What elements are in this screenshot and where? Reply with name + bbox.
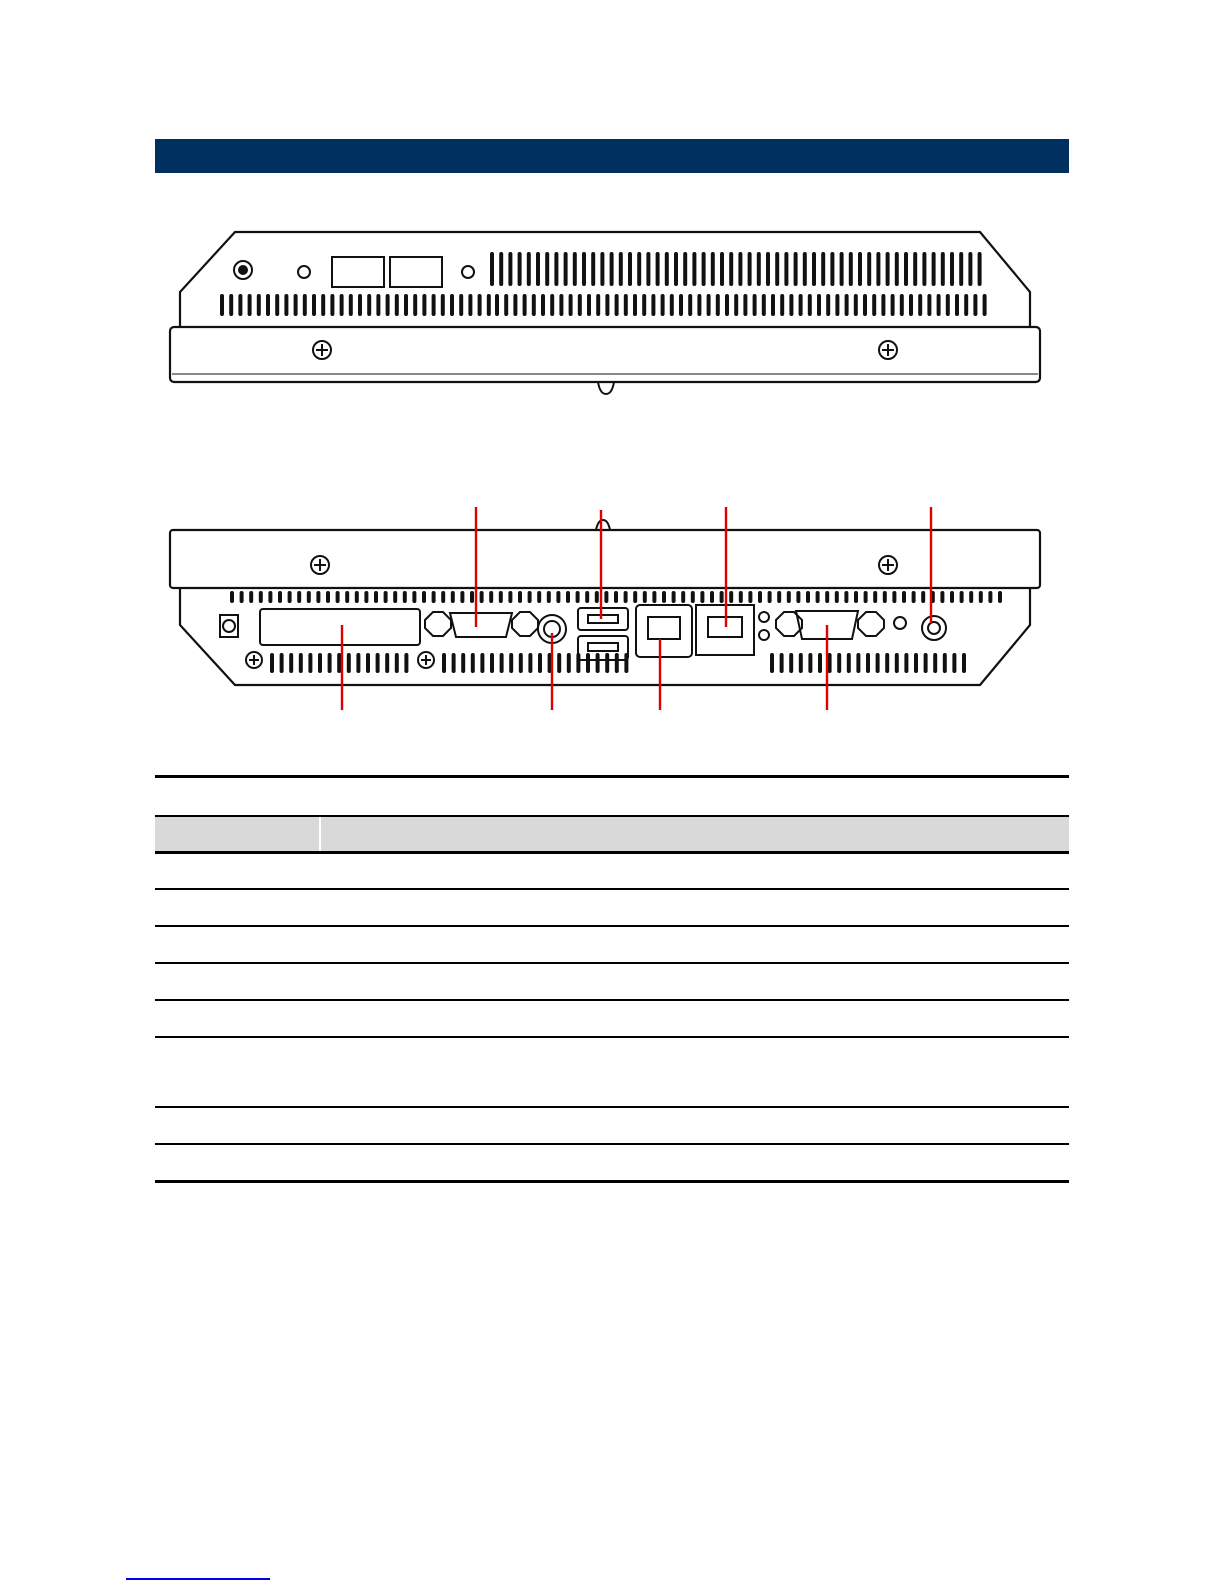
vent-slot: [826, 294, 830, 316]
vent-slot: [950, 252, 954, 286]
vent-slot: [777, 591, 781, 603]
vent-slot: [316, 591, 320, 603]
vent-slot: [356, 653, 360, 673]
vent-slot: [691, 591, 695, 603]
vent-slot: [518, 591, 522, 603]
vent-slot: [886, 252, 890, 286]
vent-slot: [229, 294, 233, 316]
vent-slot: [451, 591, 455, 603]
vent-slot: [550, 294, 554, 316]
vent-slot: [422, 294, 426, 316]
vent-slot: [600, 252, 604, 286]
vent-slot: [478, 294, 482, 316]
vent-slot: [537, 591, 541, 603]
vent-slot: [220, 294, 224, 316]
vent-slot: [738, 252, 742, 286]
top-small-hole-right: [462, 266, 474, 278]
vent-slot: [499, 252, 503, 286]
vent-slot: [480, 591, 484, 603]
rear-view-drawing: [160, 505, 1060, 715]
vent-slot: [672, 591, 676, 603]
vent-slot: [720, 591, 724, 603]
vent-slot: [280, 653, 284, 673]
vent-slot: [725, 294, 729, 316]
vent-slot: [768, 591, 772, 603]
vent-slot: [998, 591, 1002, 603]
vent-slot: [789, 653, 793, 673]
vent-slot: [872, 294, 876, 316]
vent-slot: [610, 252, 614, 286]
vent-slot: [784, 252, 788, 286]
vent-slot: [284, 294, 288, 316]
vent-slot: [796, 591, 800, 603]
vent-slot: [808, 294, 812, 316]
vent-slot: [564, 252, 568, 286]
vent-slot: [932, 252, 936, 286]
vent-slot: [452, 653, 456, 673]
vent-slot: [912, 591, 916, 603]
rear-com-port: [425, 612, 538, 637]
vent-slot: [480, 653, 484, 673]
vent-slot: [349, 294, 353, 316]
vent-slot: [904, 653, 908, 673]
vent-slot: [595, 591, 599, 603]
vent-slot: [943, 653, 947, 673]
vent-slot: [519, 653, 523, 673]
vent-slot: [508, 252, 512, 286]
vent-slot: [395, 294, 399, 316]
vent-slot: [720, 252, 724, 286]
vent-slot: [412, 591, 416, 603]
vent-slot: [470, 591, 474, 603]
vent-slot: [858, 252, 862, 286]
vent-slot: [729, 591, 733, 603]
vent-slot: [567, 653, 571, 673]
vent-slot: [432, 591, 436, 603]
vent-slot: [615, 653, 619, 673]
vent-slot: [959, 252, 963, 286]
vent-slot: [490, 252, 494, 286]
vent-slot: [586, 653, 590, 673]
vent-slot: [665, 252, 669, 286]
vent-slot: [885, 653, 889, 673]
vent-slot: [729, 252, 733, 286]
vent-slot: [707, 294, 711, 316]
vent-slot: [844, 591, 848, 603]
vent-slot: [681, 591, 685, 603]
vent-slot: [299, 653, 303, 673]
vent-slot: [988, 591, 992, 603]
vent-slot: [413, 294, 417, 316]
vent-slot: [757, 252, 761, 286]
vent-slot: [441, 294, 445, 316]
vent-slot: [849, 252, 853, 286]
vent-slot: [973, 294, 977, 316]
vent-slot: [432, 294, 436, 316]
vent-slot: [528, 591, 532, 603]
vent-slot: [909, 294, 913, 316]
vent-slot: [743, 294, 747, 316]
vent-slot: [259, 591, 263, 603]
vent-slot: [422, 591, 426, 603]
vent-slot: [787, 591, 791, 603]
vent-slot: [845, 294, 849, 316]
vent-slot: [328, 653, 332, 673]
vent-slot: [624, 653, 628, 673]
vent-slot: [385, 653, 389, 673]
top-vents-grille: [490, 252, 982, 286]
vent-slot: [582, 252, 586, 286]
vent-slot: [734, 294, 738, 316]
vent-slot: [978, 252, 982, 286]
vent-slot: [547, 591, 551, 603]
vent-slot: [711, 252, 715, 286]
vent-slot: [789, 294, 793, 316]
vent-slot: [395, 653, 399, 673]
vent-slot: [528, 653, 532, 673]
top-port-cover-left: [332, 257, 384, 287]
vent-slot: [891, 294, 895, 316]
vent-slot: [289, 653, 293, 673]
vent-slot: [330, 294, 334, 316]
vent-slot: [821, 252, 825, 286]
vent-slot: [490, 653, 494, 673]
vent-slot: [968, 252, 972, 286]
vent-slot: [646, 252, 650, 286]
vent-slot: [748, 252, 752, 286]
vent-slot: [900, 294, 904, 316]
table-header-row: [155, 815, 1069, 851]
vent-slot: [523, 294, 527, 316]
vent-slot: [748, 591, 752, 603]
vent-slot: [471, 653, 475, 673]
rear-usb-top: [578, 608, 628, 630]
vent-slot: [799, 294, 803, 316]
rear-usb-bottom: [578, 636, 628, 660]
vent-slot: [937, 294, 941, 316]
vent-slot: [275, 294, 279, 316]
vent-slot: [766, 252, 770, 286]
vent-slot: [697, 294, 701, 316]
vent-slot: [585, 591, 589, 603]
vent-slot: [461, 653, 465, 673]
vent-slot: [835, 591, 839, 603]
vent-slot: [513, 294, 517, 316]
vent-slot: [404, 294, 408, 316]
vent-slot: [499, 591, 503, 603]
vent-slot: [921, 591, 925, 603]
vent-slot: [799, 653, 803, 673]
vent-slot: [762, 294, 766, 316]
footer-link-underline[interactable]: [126, 1578, 270, 1580]
vent-slot: [642, 294, 646, 316]
vent-slot: [578, 294, 582, 316]
vent-slot: [883, 591, 887, 603]
vent-slot: [468, 294, 472, 316]
vent-slot: [294, 294, 298, 316]
vent-slot: [268, 591, 272, 603]
rear-vga-port: [776, 611, 884, 639]
vent-slot: [940, 591, 944, 603]
vent-slot: [538, 653, 542, 673]
vent-slot: [545, 252, 549, 286]
vent-slot: [230, 591, 234, 603]
vent-slot: [700, 591, 704, 603]
vent-slot: [950, 591, 954, 603]
vent-slot: [904, 252, 908, 286]
table-bottom-rule: [155, 1180, 1069, 1183]
vent-slot: [952, 653, 956, 673]
vent-slot: [489, 591, 493, 603]
vent-slot: [873, 591, 877, 603]
top-small-hole-left: [298, 266, 310, 278]
vent-slot: [308, 653, 312, 673]
vent-slot: [771, 294, 775, 316]
vent-slot: [960, 591, 964, 603]
vent-slot: [946, 294, 950, 316]
vent-slot: [918, 294, 922, 316]
vent-slot: [775, 252, 779, 286]
vent-slot: [504, 294, 508, 316]
vent-slot: [881, 294, 885, 316]
vent-slot: [656, 252, 660, 286]
vent-slot: [615, 294, 619, 316]
vent-slot: [249, 591, 253, 603]
vent-slot: [367, 294, 371, 316]
vent-slot: [867, 252, 871, 286]
vent-slot: [312, 294, 316, 316]
vent-slot: [374, 591, 378, 603]
vent-slot: [628, 252, 632, 286]
vent-slot: [812, 252, 816, 286]
vent-slot: [924, 653, 928, 673]
vent-slot: [460, 591, 464, 603]
vent-slot: [816, 591, 820, 603]
vent-slot: [556, 591, 560, 603]
vent-slot: [459, 294, 463, 316]
rear-lan-port-1: [636, 605, 692, 657]
vent-slot: [651, 294, 655, 316]
vent-slot: [964, 294, 968, 316]
vent-slot: [662, 591, 666, 603]
vent-slot: [969, 591, 973, 603]
vent-slot: [979, 591, 983, 603]
vent-slot: [557, 653, 561, 673]
vent-slot: [840, 252, 844, 286]
vent-slot: [866, 653, 870, 673]
vent-slot: [863, 294, 867, 316]
vent-slot: [902, 591, 906, 603]
vent-slot: [895, 653, 899, 673]
vent-slot: [856, 653, 860, 673]
vent-slot: [619, 252, 623, 286]
vent-slot: [692, 252, 696, 286]
vent-slot: [604, 591, 608, 603]
vent-slot: [670, 294, 674, 316]
vent-slot: [794, 252, 798, 286]
top-port-cover-right: [390, 257, 442, 287]
vent-slot: [688, 294, 692, 316]
vent-slot: [895, 252, 899, 286]
vent-slot: [683, 252, 687, 286]
rear-bezel: [170, 530, 1040, 588]
vent-slot: [864, 591, 868, 603]
vent-slot: [876, 252, 880, 286]
vent-slot: [780, 653, 784, 673]
vent-slot: [847, 653, 851, 673]
vent-slot: [355, 591, 359, 603]
vent-slot: [637, 252, 641, 286]
vent-slot: [573, 252, 577, 286]
vent-slot: [830, 252, 834, 286]
vent-slot: [808, 653, 812, 673]
vent-slot: [358, 294, 362, 316]
vent-slot: [384, 591, 388, 603]
vent-slot: [336, 591, 340, 603]
vent-slot: [983, 294, 987, 316]
vent-slot: [933, 653, 937, 673]
top-vents-lower: [220, 294, 987, 316]
vent-slot: [345, 591, 349, 603]
vent-slot: [818, 653, 822, 673]
vent-slot: [487, 294, 491, 316]
top-view-drawing: [160, 222, 1060, 402]
vent-slot: [770, 653, 774, 673]
vent-slot: [307, 591, 311, 603]
vent-slot: [404, 653, 408, 673]
vent-slot: [716, 294, 720, 316]
vent-slot: [591, 252, 595, 286]
vent-slot: [806, 591, 810, 603]
vent-slot: [892, 591, 896, 603]
vent-slot: [587, 294, 591, 316]
vent-slot: [876, 653, 880, 673]
vent-slot: [914, 653, 918, 673]
vent-slot: [566, 591, 570, 603]
vent-slot: [297, 591, 301, 603]
vent-slot: [837, 653, 841, 673]
vent-slot: [674, 252, 678, 286]
vent-slot: [803, 252, 807, 286]
vent-slot: [661, 294, 665, 316]
vent-slot: [854, 294, 858, 316]
vent-slot: [576, 591, 580, 603]
vent-slot: [500, 653, 504, 673]
vent-slot: [364, 591, 368, 603]
vent-slot: [318, 653, 322, 673]
section-header-bar: [155, 139, 1069, 173]
vent-slot: [532, 294, 536, 316]
rear-expansion-slot: [260, 609, 420, 645]
vent-slot: [321, 294, 325, 316]
vent-slot: [753, 294, 757, 316]
vent-slot: [679, 294, 683, 316]
vent-slot: [386, 294, 390, 316]
vent-slot: [326, 591, 330, 603]
vent-slot: [825, 591, 829, 603]
vent-slot: [518, 252, 522, 286]
vent-slot: [927, 294, 931, 316]
vent-slot: [442, 653, 446, 673]
rear-power-button: [922, 616, 946, 640]
table-top-rule: [155, 775, 1069, 778]
vent-slot: [941, 252, 945, 286]
vent-slot: [238, 294, 242, 316]
rear-small-hole: [894, 617, 906, 629]
vent-slot: [576, 653, 580, 673]
vent-slot: [913, 252, 917, 286]
vent-slot: [702, 252, 706, 286]
vent-slot: [403, 591, 407, 603]
vent-slot: [303, 294, 307, 316]
vent-slot: [652, 591, 656, 603]
vent-slot: [527, 252, 531, 286]
vent-slot: [508, 591, 512, 603]
vent-slot: [278, 591, 282, 603]
vent-slot: [495, 294, 499, 316]
vent-slot: [614, 591, 618, 603]
vent-slot: [376, 653, 380, 673]
top-screws: [313, 341, 897, 359]
vent-slot: [376, 294, 380, 316]
vent-slot: [633, 294, 637, 316]
vent-slot: [266, 294, 270, 316]
vent-slot: [393, 591, 397, 603]
vent-slot: [257, 294, 261, 316]
vent-slot: [596, 653, 600, 673]
vent-slot: [739, 591, 743, 603]
vent-slot: [955, 294, 959, 316]
vent-slot: [922, 252, 926, 286]
vent-slot: [605, 294, 609, 316]
vent-slot: [624, 591, 628, 603]
vent-slot: [536, 252, 540, 286]
vent-slot: [450, 294, 454, 316]
vent-slot: [559, 294, 563, 316]
vent-slot: [340, 294, 344, 316]
vent-slot: [270, 653, 274, 673]
vent-slot: [758, 591, 762, 603]
vent-slot: [366, 653, 370, 673]
vent-slot: [962, 653, 966, 673]
vent-slot: [441, 591, 445, 603]
vent-slot: [817, 294, 821, 316]
vent-slot: [643, 591, 647, 603]
vent-slot: [605, 653, 609, 673]
vent-slot: [240, 591, 244, 603]
vent-slot: [541, 294, 545, 316]
vent-slot: [835, 294, 839, 316]
vent-slot: [248, 294, 252, 316]
vent-slot: [288, 591, 292, 603]
vent-slot: [509, 653, 513, 673]
vent-slot: [596, 294, 600, 316]
vent-slot: [569, 294, 573, 316]
vent-slot: [347, 653, 351, 673]
vent-slot: [633, 591, 637, 603]
vent-slot: [554, 252, 558, 286]
rear-vents: [230, 591, 1002, 673]
vent-slot: [624, 294, 628, 316]
vent-slot: [710, 591, 714, 603]
vent-slot: [780, 294, 784, 316]
vent-slot: [337, 653, 341, 673]
vent-slot: [854, 591, 858, 603]
